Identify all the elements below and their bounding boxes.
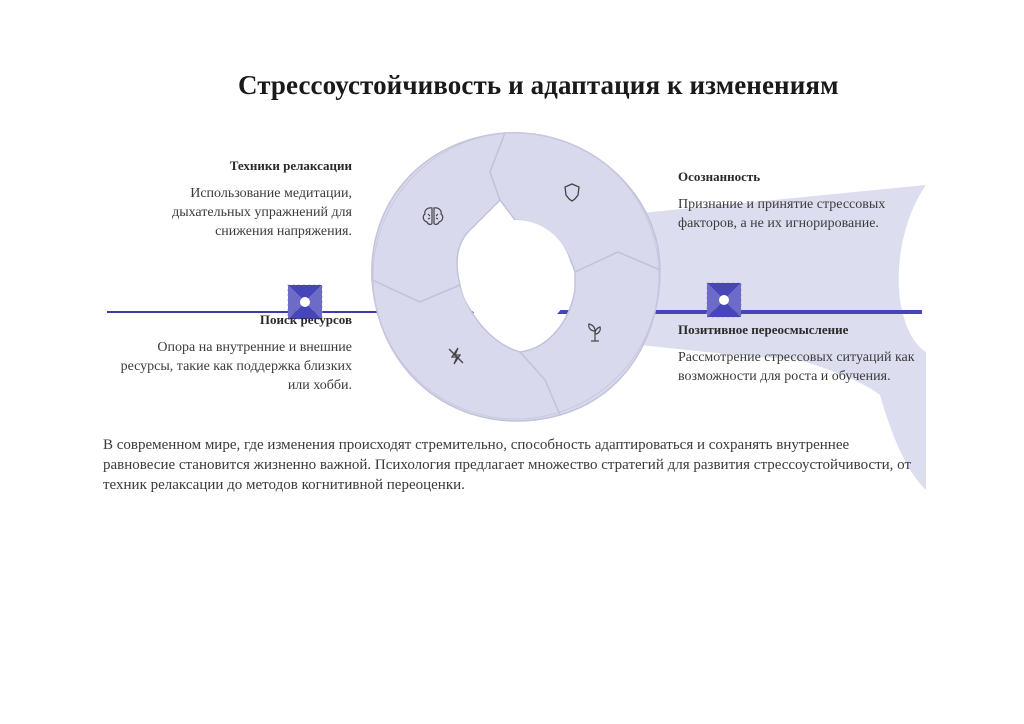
reframing-heading: Позитивное переосмысление [678,322,849,337]
resources-heading: Поиск ресурсов [259,312,352,327]
intro-paragraph: В современном мире, где изменения происходят стремительно, способность адаптироваться и сохранять внутреннее равновесие становится жизненно важной. Психология предлагает множество стратегий для развития стрессоустойчивости, от техник релаксации до методов когнитивной переоценки. [103,437,912,493]
reframing-block [678,320,928,386]
relaxation-text: Использование медитации, дыхательных упражнений для снижения напряжения. [172,186,352,239]
mindfulness-heading: Осознанность [678,169,761,184]
resources-text: Опора на внутренние и внешние ресурсы, такие как поддержка близких или хобби. [120,340,352,393]
page-title: Стрессоустойчивость и адаптация к изменениям [238,70,839,100]
ring-center [460,220,572,332]
mindfulness-block [678,167,928,233]
resources-block [120,310,352,395]
mindfulness-text: Признание и принятие стрессовых факторов, а не их игнорирование. [678,197,886,231]
relaxation-block [120,156,352,241]
reframing-text: Рассмотрение стрессовых ситуаций как возможности для роста и обучения. [678,350,915,384]
relaxation-heading: Техники релаксации [229,158,352,173]
right-marker-icon [707,283,741,317]
